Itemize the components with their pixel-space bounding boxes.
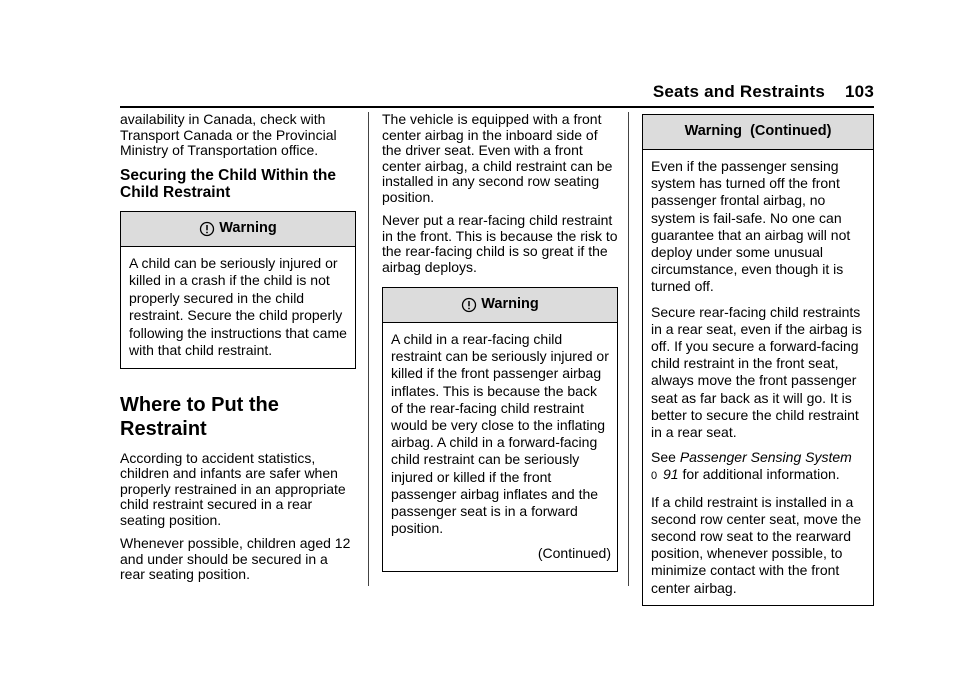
warning-title: Warning xyxy=(481,296,539,313)
warning-paragraph: Even if the passenger sensing system has turned off the front passenger frontal airbag, no system is fail-safe. No one can guarantee that an airbag will not deploy under some unusual circumstance, even though it is turned off. xyxy=(651,158,851,295)
warning-body xyxy=(643,150,873,605)
column-divider-2 xyxy=(628,112,629,586)
warning-symbol-icon xyxy=(461,297,477,313)
column-divider-1 xyxy=(368,112,369,586)
warning-box-1 xyxy=(120,211,356,369)
paragraph: According to accident statistics, children and infants are safer when properly restrained in an appropriate child restraint secured in a rear seating position. xyxy=(120,449,346,528)
header-rule xyxy=(120,106,874,108)
see-suffix: for additional information. xyxy=(682,466,840,483)
section-title: Seats and Restraints xyxy=(652,82,826,101)
warning-box-continued xyxy=(642,114,874,606)
column-1 xyxy=(120,112,356,591)
warning-body xyxy=(121,247,355,368)
paragraph: The vehicle is equipped with a front center airbag in the inboard side of the driver seat. Even with a front center airbag, a child restraint can be installed in any second row seating position. xyxy=(382,111,613,205)
continued-label: (Continued) xyxy=(537,545,611,562)
warning-header xyxy=(383,288,617,323)
warning-paragraph: Secure rear-facing child restraints in a rear seat, even if the airbag is off. If you secure a forward-facing child restraint in the front seat, always move the front passenger seat as far back as it will go. It is better to secure the child restraint in a rear seat. xyxy=(651,303,862,441)
warning-header xyxy=(121,212,355,247)
warning-body xyxy=(383,323,617,571)
section-heading: Where to Put the Restraint xyxy=(120,393,279,440)
intro-paragraph: availability in Canada, check with Transport Canada or the Provincial Ministry of Transportation office. xyxy=(120,111,337,158)
page-header xyxy=(653,82,874,102)
reference-page[interactable]: 91 xyxy=(663,466,679,483)
subheading: Securing the Child Within the Child Restraint xyxy=(120,166,336,201)
warning-text: A child in a rear-facing child restraint can be seriously injured or killed if the front passenger airbag inflates. This is because the back of the rear-facing child restraint would be very close to the inflating airbag. A child in a forward-facing child restraint can be seriously injured or killed if the front passenger airbag inflates and the passenger seat is in a forward position. xyxy=(391,331,609,537)
warning-text: A child can be seriously injured or killed in a crash if the child is not properly secured in the child restraint. Secure the child properly following the instructions that came with that child restraint. xyxy=(129,254,347,358)
page-ref-arrow-icon: 0 xyxy=(651,470,658,483)
column-3 xyxy=(642,114,874,614)
see-prefix: See xyxy=(651,449,676,466)
reference-link[interactable]: Passenger Sensing System xyxy=(679,449,852,466)
page-number: 103 xyxy=(845,82,874,101)
warning-box-2 xyxy=(382,287,618,572)
warning-header xyxy=(643,115,873,150)
warning-symbol-icon xyxy=(199,221,215,237)
paragraph: Whenever possible, children aged 12 and under should be secured in a rear seating position. xyxy=(120,535,351,582)
paragraph: Never put a rear-facing child restraint in the front. This is because the risk to the rear-facing child is so great if the airbag deploys. xyxy=(382,212,618,275)
warning-title: Warning xyxy=(219,219,277,236)
warning-title: Warning (Continued) xyxy=(684,123,832,140)
column-2 xyxy=(382,112,618,580)
cross-reference xyxy=(651,449,867,485)
warning-paragraph: If a child restraint is installed in a second row center seat, move the second row seat to the rearward position, whenever possible, to minimize contact with the front center airbag. xyxy=(651,493,862,596)
